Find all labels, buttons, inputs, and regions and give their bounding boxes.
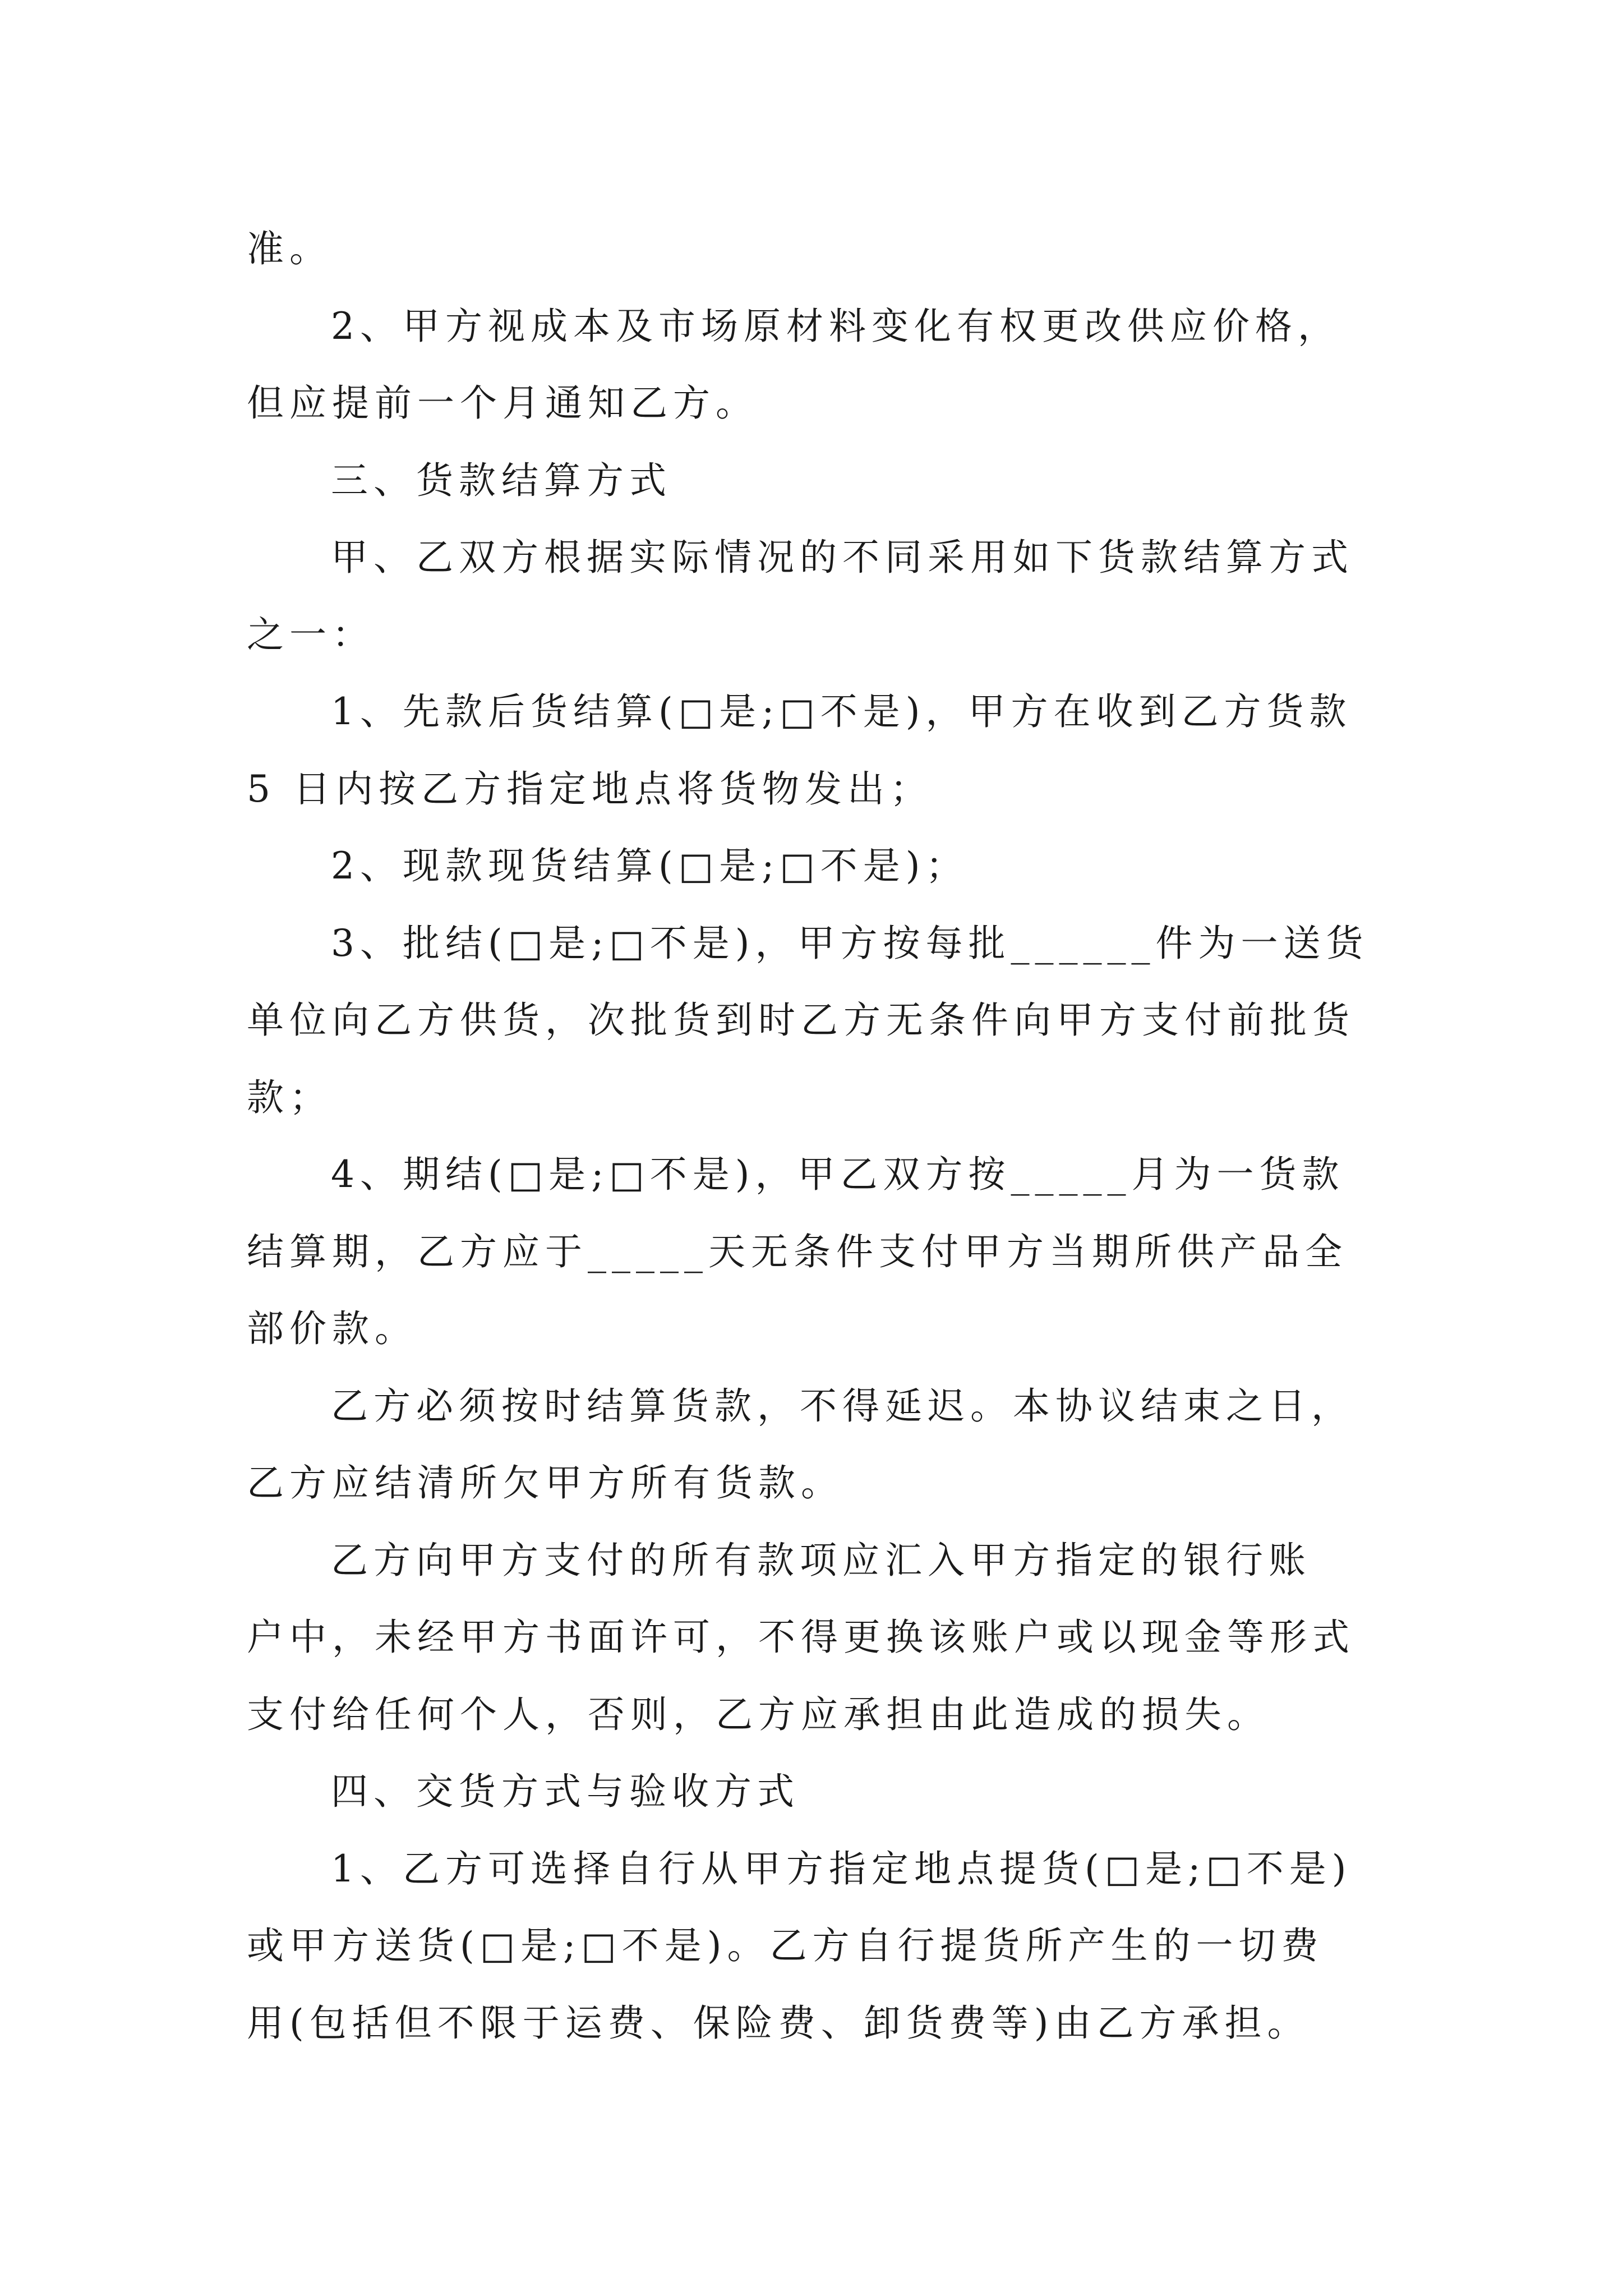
- text-line: 4、期结(□是;□不是)，甲乙双方按_____月为一货款: [331, 1153, 1345, 1196]
- section-heading-delivery: [247, 1753, 1402, 1830]
- text-line: 2、甲方视成本及市场原材料变化有权更改供应价格，: [331, 304, 1340, 348]
- paragraph-payment-option-1: [247, 673, 1402, 827]
- text-line: 3、批结(□是;□不是)，甲方按每批______件为一送货: [331, 921, 1369, 965]
- text-line: 部价款。: [247, 1307, 417, 1350]
- text-line: 户中，未经甲方书面许可，不得更换该账户或以现金等形式: [247, 1616, 1355, 1659]
- section-heading-payment: [247, 442, 1402, 519]
- paragraph-payment-option-3: [247, 905, 1402, 1137]
- text-line: 甲、乙双方根据实际情况的不同采用如下货款结算方式: [331, 536, 1354, 579]
- text-line: 乙方必须按时结算货款，不得延迟。本协议结束之日，: [331, 1384, 1354, 1428]
- text-line: 四、交货方式与验收方式: [331, 1770, 800, 1813]
- text-line: 用(包括但不限于运费、保险费、卸货费等)由乙方承担。: [247, 2001, 1310, 2045]
- text-line: 单位向乙方供货，次批货到时乙方无条件向甲方支付前批货: [247, 999, 1355, 1042]
- text-line: 款；: [247, 1075, 332, 1119]
- paragraph-payment-intro: [247, 519, 1402, 673]
- paragraph-continuation: [247, 210, 1402, 288]
- text-line: 1、乙方可选择自行从甲方指定地点提货(□是;□不是): [331, 1847, 1352, 1890]
- document-body: [247, 210, 1402, 2062]
- paragraph-clause-2-price: [247, 288, 1402, 442]
- text-line: 但应提前一个月通知乙方。: [247, 381, 758, 425]
- text-line: 乙方应结清所欠甲方所有货款。: [247, 1461, 843, 1504]
- text-line: 或甲方送货(□是;□不是)。乙方自行提货所产生的一切费: [247, 1924, 1324, 1967]
- paragraph-bank-account: [247, 1522, 1402, 1754]
- text-line: 结算期，乙方应于_____天无条件支付甲方当期所供产品全: [247, 1230, 1348, 1273]
- text-line: 1、先款后货结算(□是;□不是)，甲方在收到乙方货款: [331, 690, 1352, 733]
- paragraph-delivery-option-1: [247, 1830, 1402, 2062]
- text-line: 5 日内按乙方指定地点将货物发出；: [247, 767, 933, 811]
- paragraph-payment-option-4: [247, 1136, 1402, 1368]
- text-line: 乙方向甲方支付的所有款项应汇入甲方指定的银行账: [331, 1538, 1311, 1582]
- text-line: 三、货款结算方式: [331, 458, 672, 502]
- text-line: 之一：: [247, 613, 375, 656]
- text-line: 支付给任何个人，否则，乙方应承担由此造成的损失。: [247, 1692, 1270, 1736]
- paragraph-timely-settlement: [247, 1368, 1402, 1522]
- text-line: 准。: [247, 227, 332, 270]
- text-line: 2、现款现货结算(□是;□不是)；: [331, 844, 969, 887]
- paragraph-payment-option-2: [247, 827, 1402, 905]
